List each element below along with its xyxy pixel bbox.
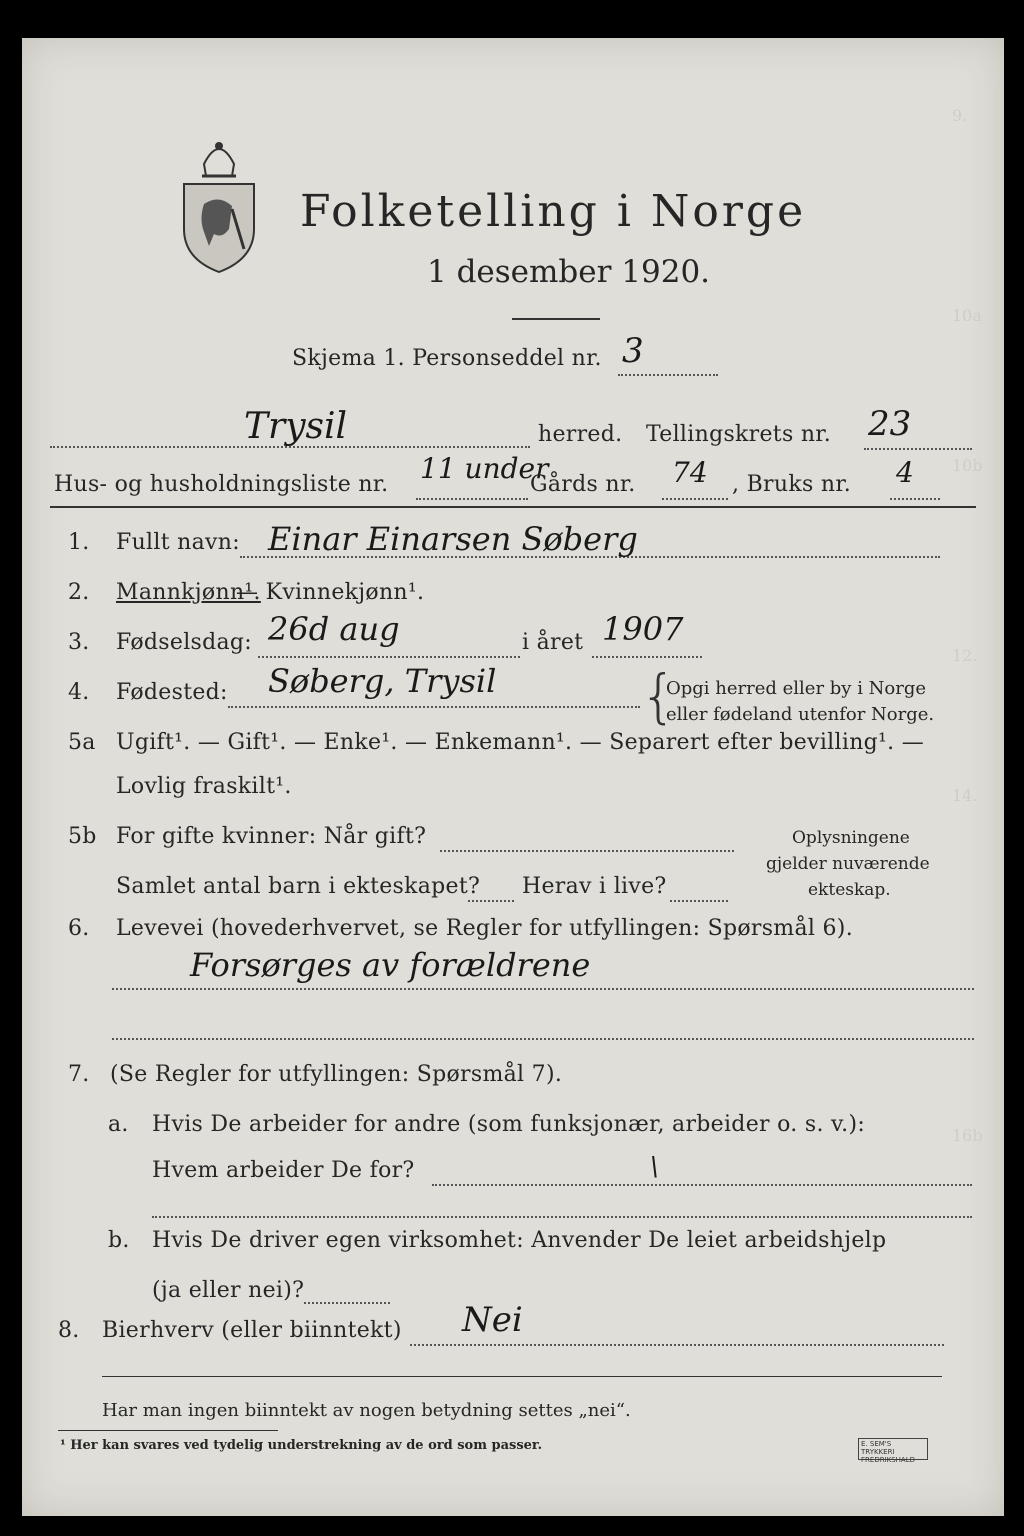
q4-note-line2: eller fødeland utenfor Norge.: [666, 704, 935, 725]
husholdningsliste-value[interactable]: 11 under: [420, 452, 549, 485]
q6-number: 6.: [68, 916, 90, 941]
q7a-line2: Hvem arbeider De for?: [152, 1158, 415, 1183]
q7a-letter: a.: [108, 1112, 129, 1137]
q3-number: 3.: [68, 630, 90, 655]
q5b-alive-label: Herav i live?: [522, 874, 667, 899]
husholdningsliste-label: Hus- og husholdningsliste nr.: [54, 472, 389, 497]
q4-label: Fødested:: [116, 680, 228, 705]
q7a-line1: Hvis De arbeider for andre (som funksjonær, arbeider o. s. v.):: [152, 1112, 866, 1137]
q7a-value[interactable]: \: [650, 1152, 659, 1182]
q5b-number: 5b: [68, 824, 97, 849]
bruks-value[interactable]: 4: [896, 456, 914, 489]
q8-number: 8.: [58, 1318, 80, 1343]
full-name-value[interactable]: Einar Einarsen Søberg: [268, 520, 638, 558]
tellingskrets-label: Tellingskrets nr.: [646, 422, 831, 447]
tellingskrets-value[interactable]: 23: [868, 404, 912, 444]
q3-label: Fødselsdag:: [116, 630, 253, 655]
q5a-options-line1[interactable]: Ugift¹. — Gift¹. — Enke¹. — Enkemann¹. — Separert efter bevilling¹. —: [116, 730, 925, 755]
gards-label: Gårds nr.: [530, 472, 636, 497]
year-label: i året: [522, 630, 584, 655]
q5a-options-line2[interactable]: Lovlig fraskilt¹.: [116, 774, 292, 799]
q6-label: Levevei (hovederhvervet, se Regler for utfyllingen: Spørsmål 6).: [116, 916, 853, 941]
q4-number: 4.: [68, 680, 90, 705]
q1-label: Fullt navn:: [116, 530, 240, 555]
birthplace-value[interactable]: Søberg, Trysil: [268, 662, 497, 700]
mannkjonn-option[interactable]: Mannkjønn¹.: [116, 580, 261, 605]
printer-stamp-line1: E. SEM'S TRYKKERI: [861, 1440, 895, 1456]
q8-value[interactable]: Nei: [462, 1300, 523, 1340]
q2-number: 2.: [68, 580, 90, 605]
printer-stamp-line2: FREDRIKSHALD: [861, 1456, 916, 1464]
schema-label: Skjema 1. Personseddel nr.: [292, 346, 602, 371]
birth-year-value[interactable]: 1907: [602, 610, 684, 648]
q7b-letter: b.: [108, 1228, 130, 1253]
q8-label: Bierhverv (eller biinntekt): [102, 1318, 402, 1343]
form-title: Folketelling i Norge: [300, 186, 807, 237]
q7b-line2: (ja eller nei)?: [152, 1278, 305, 1303]
footnote: ¹ Her kan svares ved tydelig understrekning av de ord som passer.: [60, 1438, 543, 1453]
birthday-value[interactable]: 26d aug: [268, 610, 400, 648]
q7-label: (Se Regler for utfyllingen: Spørsmål 7).: [110, 1062, 563, 1087]
q5b-note-line1: Oplysningene: [792, 828, 910, 848]
q5a-number: 5a: [68, 730, 96, 755]
q5b-married-label: For gifte kvinner: Når gift?: [116, 824, 427, 849]
gards-value[interactable]: 74: [672, 456, 708, 489]
bruks-label: , Bruks nr.: [732, 472, 852, 497]
occupation-value[interactable]: Forsørges av forældrene: [190, 946, 591, 984]
q4-note-line1: Opgi herred eller by i Norge: [666, 678, 927, 699]
q1-number: 1.: [68, 530, 90, 555]
q7-number: 7.: [68, 1062, 90, 1087]
q7b-line1: Hvis De driver egen virksomhet: Anvender De leiet arbeidshjelp: [152, 1228, 887, 1253]
q5b-children-label: Samlet antal barn i ekteskapet?: [116, 874, 481, 899]
kvinnekjonn-option[interactable]: — Kvinnekjønn¹.: [236, 580, 425, 605]
q5b-note-line3: ekteskap.: [808, 880, 891, 900]
personseddel-value[interactable]: 3: [622, 331, 644, 371]
q5b-note-line2: gjelder nuværende: [766, 854, 930, 874]
form-date: 1 desember 1920.: [427, 254, 711, 290]
norwegian-coat-of-arms-icon: [174, 134, 264, 274]
footer-note: Har man ingen biinntekt av nogen betydning settes „nei“.: [102, 1400, 631, 1421]
herred-label: herred.: [538, 422, 623, 447]
printer-stamp: [858, 1438, 928, 1464]
census-form-page: 9. 10a 10b 12. 14. 16b Folketelling i Norge 1 desember 1920. Skjema 1. Personseddel nr. 3 Trysil herred. Tellingskrets nr. 23 Hus- og husholdningsliste nr. 11 under Gårds nr. 74 , Bruks nr. 4 1. Fullt navn: Einar Einarsen Søberg 2. Mannkjønn¹. — Kvinnekjønn¹. 3. Fødselsdag: 26d aug i året 1907 4. Fødested: Søberg, Trysil { Opgi herred eller by i Norge eller fødeland utenfor Norge. 5a Ugift¹. — Gift¹. — Enke¹. — Enkemann¹. — Separert efter bevilling¹. — Lovlig fraskilt¹. 5b For gifte kvinner: Når gift? Samlet antal barn i ekteskapet? Herav i live? Oplysningene gjelder nuværende ekteskap. 6. Levevei (hovederhvervet, se Regler for utfyllingen: Spørsmål 6). Forsørges av forældrene 7. (Se Regler for utfyllingen: Spørsmål 7). a. Hvis De arbeider for andre (som funksjonær, arbeider o. s. v.): Hvem arbeider De for? \ b. Hvis De driver egen virksomhet: Anvender De leiet arbeidshjelp (ja eller nei)? 8. Bierhverv (eller biinntekt) Nei Har man ingen biinntekt av nogen betydning settes „nei“. ¹ Her kan svares ved tydelig understrekning av de ord som passer. E. SEM'S TRYKKERI FREDRIKSHALD: [22, 38, 1004, 1516]
herred-value[interactable]: Trysil: [244, 406, 348, 447]
